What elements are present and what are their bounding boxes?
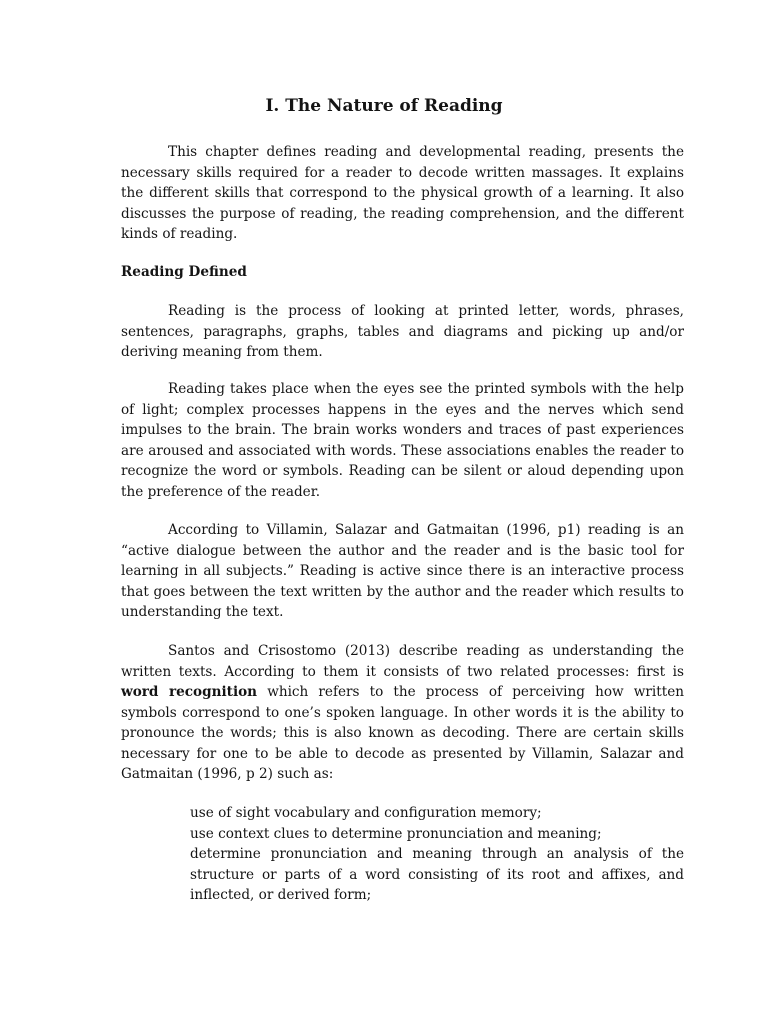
process-paragraph: Reading takes place when the eyes see the printed symbols with the help of light; complex processes happens in the eyes and the nerves which send impulses to the brain. The brain works wonders and traces of past experiences are aroused and associated with words. These associations enables the reader to recognize the word or symbols. Reading can be silent or aloud depending upon the preference of the reader. (121, 381, 684, 500)
list-item: use of sight vocabulary and configuration memory; (190, 805, 542, 821)
section-heading: Reading Defined (121, 264, 247, 280)
definition-paragraph: Reading is the process of looking at printed letter, words, phrases, sentences, paragraphs, graphs, tables and diagrams and picking up and/or deriving meaning from them. (121, 303, 684, 360)
skills-list (190, 803, 684, 906)
page-title: I. The Nature of Reading (265, 96, 503, 116)
list-item: determine pronunciation and meaning through an analysis of the structure or parts of a word consisting of its root and affixes, and inflected, or derived form; (190, 846, 684, 903)
word-recognition-paragraph (121, 641, 684, 785)
list-item: use context clues to determine pronunciation and meaning; (190, 825, 602, 842)
paragraph-text-start: Santos and Crisostomo (2013) describe reading as understanding the written texts. According to them it consists of two related processes: first is (121, 643, 684, 680)
bold-term: word recognition (121, 684, 258, 700)
paragraph-text-end: which refers to the process of perceiving how written symbols correspond to one’s spoken language. In other words it is the ability to pronounce the words; this is also known as decoding. There are certain skills necessary for one to be able to decode as presented by Villamin, Salazar and Gatmaitan (1996, p 2) such as: (121, 684, 684, 782)
intro-paragraph: This chapter defines reading and developmental reading, presents the necessary skills required for a reader to decode written massages. It explains the different skills that correspond to the physical growth of a learning. It also discusses the purpose of reading, the reading comprehension, and the different kinds of reading. (121, 144, 684, 242)
citation-paragraph: According to Villamin, Salazar and Gatmaitan (1996, p1) reading is an “active dialogue between the author and the reader and is the basic tool for learning in all subjects.” Reading is active since there is an interactive process that goes between the text written by the author and the reader which results to understanding the text. (121, 522, 684, 620)
